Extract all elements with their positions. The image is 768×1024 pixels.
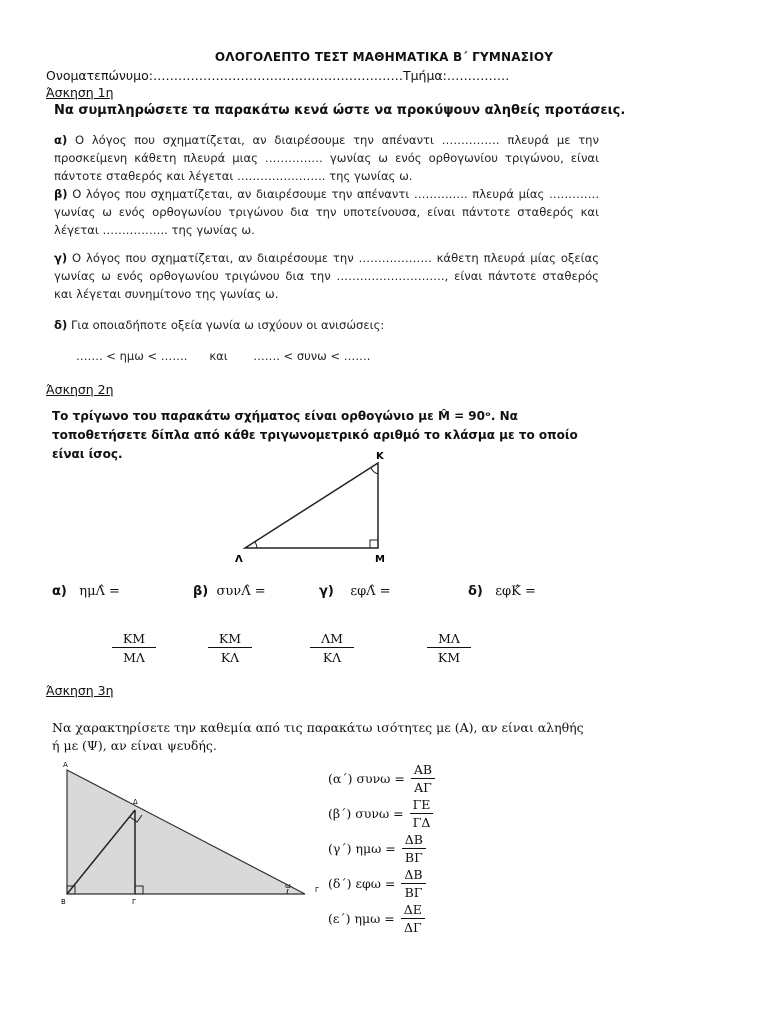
fraction-denominator: ΒΓ [404,885,423,900]
exercise1-item-b [54,185,599,239]
exercise2-heading: Άσκηση 2η [46,382,114,397]
fraction-denominator: ΑΓ [414,780,432,795]
item-text: Για οποιαδήποτε οξεία γωνία ω ισχύουν οι ανισώσεις: [70,318,385,332]
fraction-2 [208,631,252,665]
statement-d [328,867,426,900]
statement-c [328,832,426,865]
fraction-numerator: ΔΕ [401,902,425,919]
statement-fraction [411,762,435,795]
fraction-3 [310,631,354,665]
triangle-klm [245,463,378,548]
ratio-c [319,584,391,599]
fraction-denominator: ΜΛ [123,650,145,665]
exercise3-heading: Άσκηση 3η [46,683,114,698]
triangle-abg-figure [55,760,330,908]
fraction-numerator: ΜΛ [427,631,471,648]
statement-label: (ε΄) [328,911,351,926]
statement-b [328,797,433,830]
item-label: γ) [54,251,68,265]
exercise1-item-d [54,316,599,334]
ratio-label: α) [52,584,67,599]
statement-label: (δ΄) [328,876,352,891]
statement-fraction [401,902,425,935]
triangle-abg [67,770,305,894]
item-text: Ο λόγος που σχηματίζεται, αν διαιρέσουμε την απέναντι ………….. πλευρά μίας …………. γωνίας ω ενός ορθογωνίου τριγώνου δια την υποτείνουσα, είναι πάντοτε σταθερός και λέγεται …………….. της γωνίας ω. [54,187,600,237]
item-text: Ο λόγος που σχηματίζεται, αν διαιρέσουμε την ………………. κάθετη πλευρά μίας οξείας γωνίας ω ενός ορθογωνίου τριγώνου δια την ………………………., είναι πάντοτε σταθερός και λέγεται συνημίτονο της γωνίας ω. [54,251,600,301]
vertex-b-label: Β [61,898,66,906]
vertex-a-label: Α [63,761,68,769]
fraction-numerator: ΚΜ [112,631,156,648]
exercise1-item-a [54,131,599,185]
ratio-label: δ) [468,584,483,599]
fraction-numerator: ΚΜ [208,631,252,648]
statement-func: ημω = [354,911,395,926]
ratio-d [468,584,536,599]
exercise1-inequalities: ……. < ημω < ……. και ……. < συνω < ……. [76,349,371,363]
vertex-e-label: Γ [132,898,136,906]
name-and-class-line: Ονοματεπώνυμο:……………………………………………………Τμήμα:…………… [46,68,510,83]
statement-fraction [401,867,425,900]
ratio-expr: ημΛ̂ = [79,584,120,599]
angle-k-arc [371,468,378,474]
intro-before: Το τρίγωνο του παρακάτω σχήματος είναι ορθογώνιο με [52,409,438,423]
fraction-denominator: ΒΓ [404,850,423,865]
vertex-d-label: Δ [133,798,138,806]
ratio-expr: εφΛ̂ = [350,584,391,599]
statement-func: εφω = [355,876,396,891]
item-label: α) [54,133,68,147]
fraction-denominator: ΚΛ [322,650,342,665]
fraction-numerator: ΔΒ [402,832,426,849]
right-angle-mark [370,540,378,548]
fraction-denominator: ΔΓ [403,920,422,935]
ratio-label: β) [193,584,209,599]
vertex-l-label: Λ [235,554,243,565]
ratio-expr: εφΚ̂ = [495,584,536,599]
intro-after: = 90ᵒ. Να τοποθετήσετε δίπλα από κάθε τριγωνομετρικό αριθμό το κλάσμα με το οποίο είναι ίσος. [52,409,578,461]
fraction-numerator: ΛΜ [310,631,354,648]
statement-label: (β΄) [328,806,352,821]
statement-label: (α΄) [328,771,353,786]
statement-func: ημω = [355,841,396,856]
fraction-denominator: ΚΜ [437,650,461,665]
statement-func: συνω = [355,806,404,821]
exercise1-intro: Να συμπληρώσετε τα παρακάτω κενά ώστε να προκύψουν αληθείς προτάσεις. [54,103,626,118]
test-title: ΟΛΟΓΟΛΕΠΤΟ ΤΕΣΤ ΜΑΘΗΜΑΤΙΚΑ Β΄ ΓΥΜΝΑΣΙΟΥ [214,50,554,64]
ratio-b [193,584,266,599]
statement-fraction [410,797,434,830]
exercise1-item-c [54,249,599,303]
ratio-label: γ) [319,584,334,599]
item-text: Ο λόγος που σχηματίζεται, αν διαιρέσουμε την απέναντι …………… πλευρά με την προσκείμενη κάθετη πλευρά μιας …………… γωνίας ω ενός ορθογωνίου τριγώνου, είναι πάντοτε σταθερός και λέγεται ………………….. της γωνίας ω. [54,133,600,183]
ratio-expr: συνΛ̂ = [216,584,266,599]
exercise3-intro: Να χαρακτηρίσετε την καθεμία από τις παρακάτω ισότητες με (Α), αν είναι αληθής ή με (Ψ), αν είναι ψευδής. [52,720,584,753]
right-angle-symbol: M̂ [437,409,450,423]
statement-label: (γ΄) [328,841,352,856]
statement-func: συνω = [356,771,405,786]
exercise1-heading: Άσκηση 1η [46,85,114,100]
statement-fraction [402,832,426,865]
item-label: δ) [54,318,68,332]
fraction-numerator: ΔΒ [401,867,425,884]
fraction-denominator: ΚΛ [220,650,240,665]
fraction-4 [427,631,471,665]
vertex-k-label: Κ [376,451,384,462]
statement-e [328,902,425,935]
fraction-denominator: ΓΔ [412,815,431,830]
fraction-1 [112,631,156,665]
vertex-g-label: Γ [315,886,319,894]
fraction-numerator: ΓΕ [410,797,434,814]
triangle-klm-figure [215,448,395,570]
angle-l-arc [255,542,257,548]
omega-label: ω [285,882,291,890]
ratio-a [52,584,120,599]
statement-a [328,762,435,795]
item-label: β) [54,187,68,201]
vertex-m-label: Μ [375,554,385,565]
fraction-numerator: ΑΒ [411,762,435,779]
